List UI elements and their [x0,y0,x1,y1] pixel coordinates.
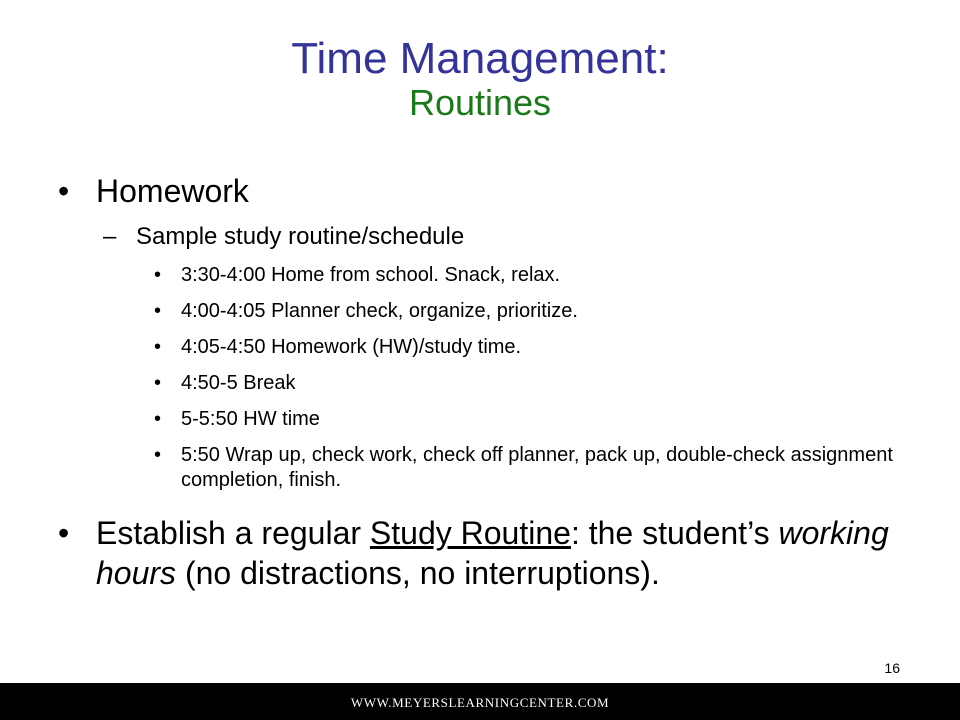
bullet-icon: • [154,300,162,322]
schedule-item-text: 5-5:50 HW time [181,408,320,430]
schedule-item [154,371,918,396]
schedule-item [154,335,918,360]
working-hours-text: working hours [96,515,889,591]
sample-routine-label: Sample study routine/schedule [136,223,465,250]
footer-bar [0,683,960,720]
bullet-icon: • [58,515,70,551]
bullet-icon: • [154,264,162,286]
schedule-item-text: 3:30-4:00 Home from school. Snack, relax. [181,264,561,286]
bullet-icon: • [154,372,162,394]
homework-label: Homework [96,173,249,209]
bullet-icon: • [154,408,162,430]
page-number: 16 [884,660,900,676]
schedule-item-text: 4:05-4:50 Homework (HW)/study time. [181,336,522,358]
schedule-item [154,299,918,324]
slide-title: Time Management: [291,34,669,83]
sub-bullet-sample-routine [103,222,918,252]
footer-website: WWW.MEYERSLEARNINGCENTER.COM [350,695,610,710]
establish-middle: : the student’s [570,515,779,551]
schedule-item-text: 5:50 Wrap up, check work, check off planner, pack up, double-check assignment completion, finish. [181,444,893,491]
establish-prefix: Establish a regular [96,515,370,551]
establish-suffix: (no distractions, no interruptions). [176,555,660,591]
bullet-homework [58,172,918,210]
bullet-icon: • [58,173,70,209]
schedule-item-text: 4:00-4:05 Planner check, organize, prioritize. [181,300,578,322]
schedule-item [154,263,918,288]
slide-subtitle: Routines [408,82,552,124]
study-routine-text: Study Routine [369,515,571,551]
slide-content [58,172,918,593]
dash-icon: – [103,223,117,250]
schedule-item-text: 4:50-5 Break [181,372,296,394]
slide-title-block [0,34,960,124]
bullet-icon: • [154,444,162,466]
schedule-item [154,407,918,432]
bullet-establish-routine [58,513,918,593]
schedule-item [154,443,918,493]
bullet-icon: • [154,336,162,358]
